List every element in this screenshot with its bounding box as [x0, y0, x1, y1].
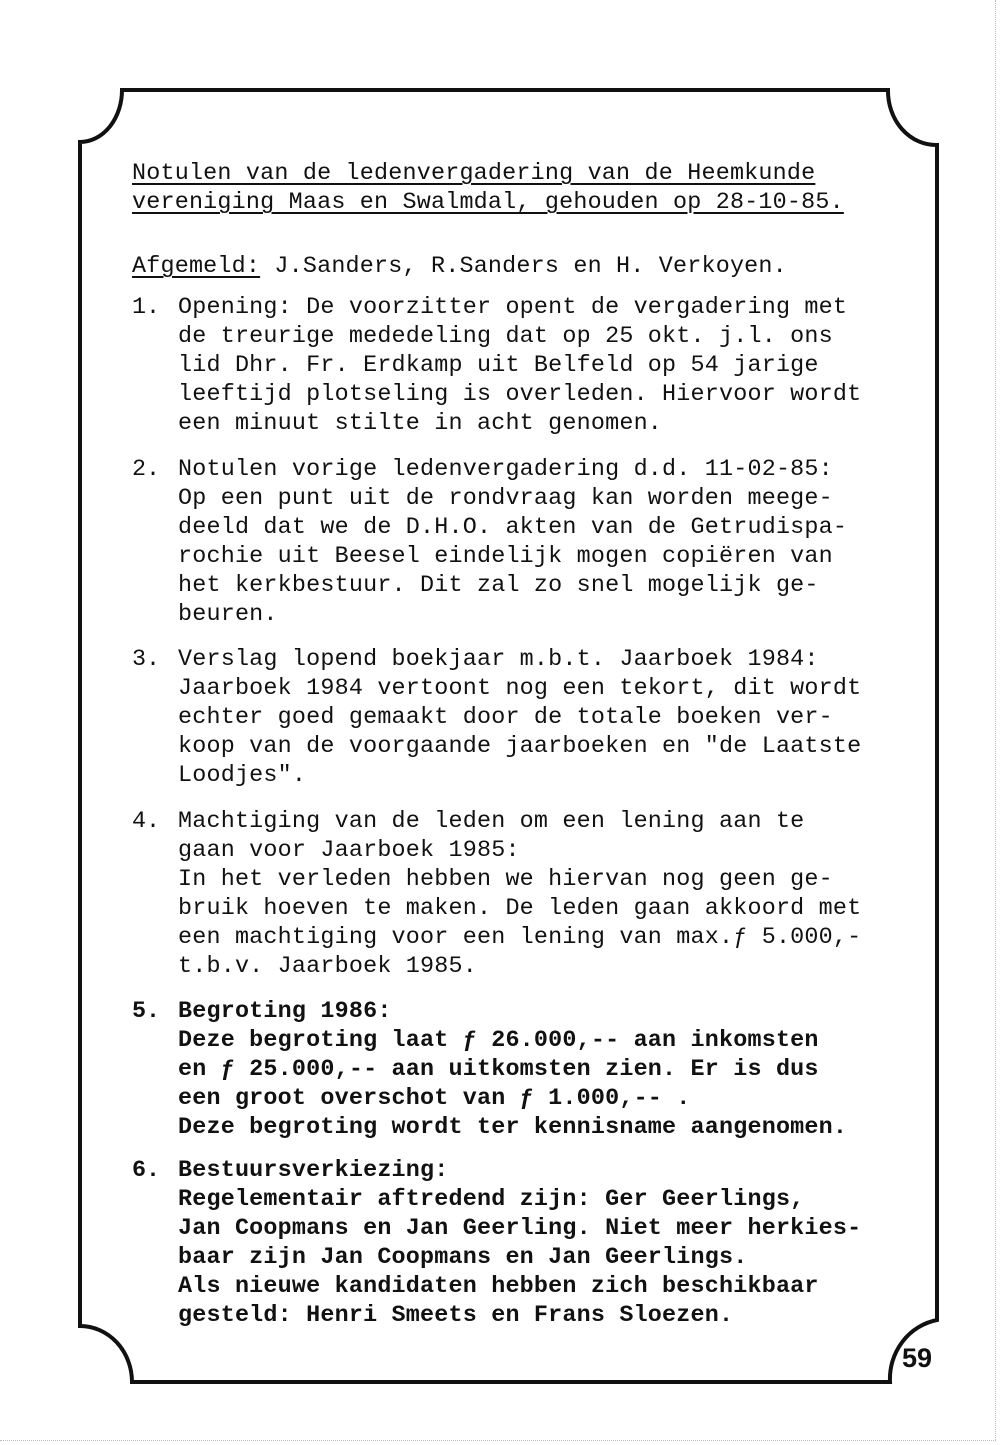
- item-line: Jaarboek 1984 vertoont nog een tekort, dit wordt: [178, 676, 862, 702]
- item-line: gaan voor Jaarboek 1985:: [178, 838, 520, 864]
- item-number: 2.: [132, 457, 161, 483]
- item-line: Regelementair aftredend zijn: Ger Geerlings,: [178, 1187, 805, 1213]
- item-line: en ƒ 25.000,-- aan uitkomsten zien. Er is dus: [178, 1057, 819, 1083]
- item-line: koop van de voorgaande jaarboeken en "de Laatste: [178, 734, 862, 760]
- item-line: baar zijn Jan Coopmans en Jan Geerlings.: [178, 1245, 748, 1271]
- item-line: Opening: De voorzitter opent de vergadering met: [178, 295, 848, 321]
- item-number: 4.: [132, 809, 161, 835]
- item-line: echter goed gemaakt door de totale boeken ver-: [178, 705, 833, 731]
- item-number: 6.: [132, 1158, 161, 1184]
- item-line: Jan Coopmans en Jan Geerling. Niet meer herkies-: [178, 1216, 862, 1242]
- item-line: deeld dat we de D.H.O. akten van de Getrudispa-: [178, 515, 848, 541]
- item-line: gesteld: Henri Smeets en Frans Sloezen.: [178, 1303, 734, 1329]
- absent-names: J.Sanders, R.Sanders en H. Verkoyen.: [260, 254, 787, 280]
- absent-row: [132, 253, 787, 282]
- item-line: Deze begroting wordt ter kennisname aangenomen.: [178, 1115, 848, 1141]
- item-line: rochie uit Beesel eindelijk mogen copiëren van: [178, 544, 833, 570]
- item-line: Notulen vorige ledenvergadering d.d. 11-02-85:: [178, 457, 833, 483]
- item-line: een minuut stilte in acht genomen.: [178, 411, 663, 437]
- item-line: Als nieuwe kandidaten hebben zich beschikbaar: [178, 1274, 819, 1300]
- title-line-1: Notulen van de ledenvergadering van de Heemkunde: [132, 161, 816, 187]
- item-number: 5.: [132, 999, 161, 1025]
- title-line-2: vereniging Maas en Swalmdal, gehouden op 28-10-85.: [132, 190, 844, 216]
- item-line: Loodjes".: [178, 763, 307, 789]
- item-line: het kerkbestuur. Dit zal zo snel mogelijk ge-: [178, 573, 819, 599]
- item-line: een groot overschot van ƒ 1.000,-- .: [178, 1086, 691, 1112]
- item-line: lid Dhr. Fr. Erdkamp uit Belfeld op 54 jarige: [178, 353, 819, 379]
- page-number: 59: [902, 1343, 933, 1373]
- item-line: Verslag lopend boekjaar m.b.t. Jaarboek 1984:: [178, 647, 819, 673]
- item-line: leeftijd plotseling is overleden. Hiervoor wordt: [178, 382, 862, 408]
- item-line: t.b.v. Jaarboek 1985.: [178, 954, 477, 980]
- item-line: Begroting 1986:: [178, 999, 392, 1025]
- item-line: Machtiging van de leden om een lening aan te: [178, 809, 805, 835]
- absent-label: Afgemeld:: [132, 254, 261, 280]
- item-line: een machtiging voor een lening van max.ƒ 5.000,-: [178, 925, 862, 951]
- item-line: de treurige mededeling dat op 25 okt. j.l. ons: [178, 324, 833, 350]
- item-number: 1.: [132, 295, 161, 321]
- item-line: Bestuursverkiezing:: [178, 1158, 449, 1184]
- item-line: beuren.: [178, 602, 278, 628]
- item-line: Deze begroting laat ƒ 26.000,-- aan inkomsten: [178, 1028, 819, 1054]
- item-number: 3.: [132, 647, 161, 673]
- item-line: Op een punt uit de rondvraag kan worden meege-: [178, 486, 833, 512]
- item-line: In het verleden hebben we hiervan nog geen ge-: [178, 867, 833, 893]
- item-line: bruik hoeven te maken. De leden gaan akkoord met: [178, 896, 862, 922]
